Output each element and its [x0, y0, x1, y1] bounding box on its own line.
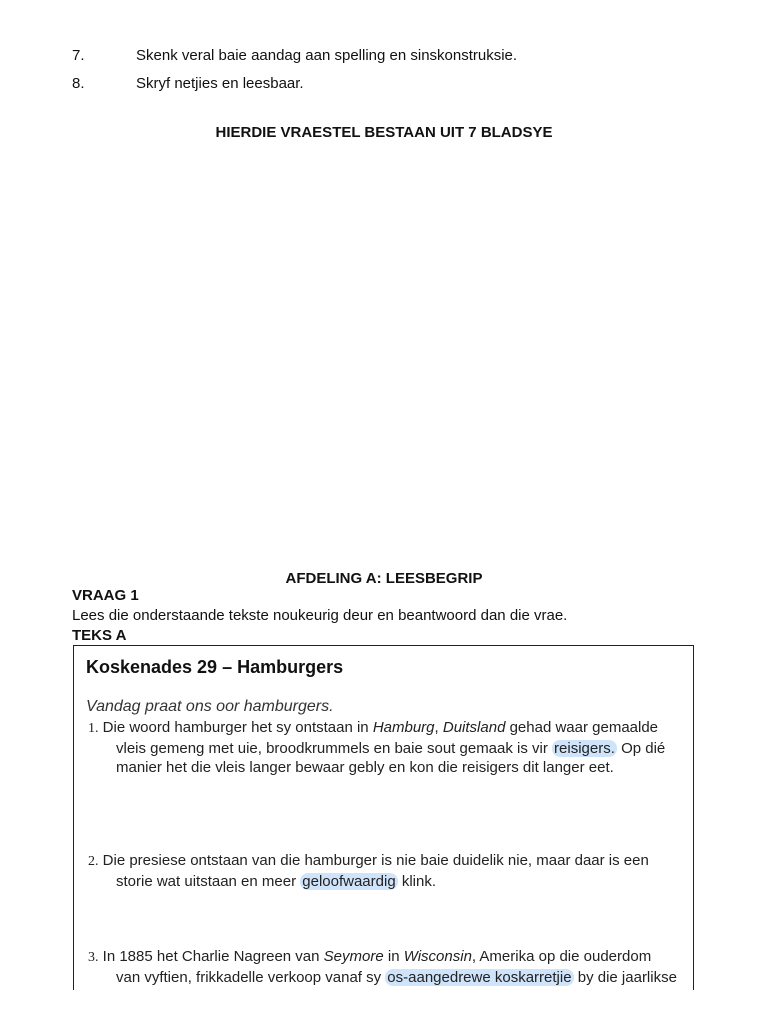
paragraph-number: 1.	[88, 721, 99, 736]
text-run: gehad waar gemaalde	[505, 719, 659, 736]
text-run: vleis gemeng met uie, broodkrummels en baie sout gemaak is vir	[116, 739, 553, 757]
paragraph-line	[88, 718, 688, 739]
article-paragraph	[88, 851, 688, 891]
text-run: in	[383, 948, 404, 965]
instruction-number: 8.	[72, 75, 85, 92]
paragraph-number: 2.	[88, 854, 99, 869]
text-label: TEKS A	[72, 627, 127, 644]
question-instruction: Lees die onderstaande tekste noukeurig deur en beantwoord dan die vrae.	[72, 607, 568, 624]
article-intro: Vandag praat ons oor hamburgers.	[86, 698, 334, 715]
text-run: klink.	[397, 872, 437, 890]
text-run: storie wat uitstaan en meer	[116, 872, 301, 890]
instruction-text: Skryf netjies en leesbaar.	[136, 75, 304, 92]
paragraph-number: 3.	[88, 950, 99, 965]
instruction-number: 7.	[72, 47, 85, 64]
text-run: by die jaarlikse	[573, 968, 677, 986]
text-run: Seymore	[323, 948, 384, 965]
question-label: VRAAG 1	[72, 587, 139, 604]
section-heading: AFDELING A: LEESBEGRIP	[285, 570, 483, 587]
text-run: , Amerika op die ouderdom	[471, 948, 652, 965]
text-run: ,	[434, 719, 443, 736]
text-run: van vyftien, frikkadelle verkoop vanaf sy	[116, 968, 386, 986]
article-box	[73, 645, 694, 990]
paragraph-line	[88, 947, 688, 968]
paper-page-count-note: HIERDIE VRAESTEL BESTAAN UIT 7 BLADSYE	[215, 124, 553, 141]
text-run: Die presiese ontstaan van die hamburger is nie baie duidelik nie, maar daar is een	[98, 852, 649, 869]
text-run: Wisconsin	[403, 948, 472, 965]
highlighted-word[interactable]: os-aangedrewe koskarretjie	[387, 968, 572, 986]
paragraph-line	[88, 851, 688, 872]
article-paragraph	[88, 718, 688, 778]
paragraph-line: manier het die vleis langer bewaar gebly en kon die reisigers dit langer eet.	[116, 759, 614, 776]
highlighted-word[interactable]: geloofwaardig	[302, 872, 396, 890]
text-run: Die woord hamburger het sy ontstaan in	[98, 719, 373, 736]
paragraph-line	[88, 872, 688, 892]
article-title: Koskenades 29 – Hamburgers	[86, 657, 344, 677]
instruction-text: Skenk veral baie aandag aan spelling en sinskonstruksie.	[136, 47, 518, 64]
text-run: In 1885 het Charlie Nagreen van	[98, 948, 324, 965]
highlighted-word[interactable]: reisigers.	[554, 739, 615, 757]
text-run: Hamburg	[372, 719, 435, 736]
text-run: Duitsland	[442, 719, 506, 736]
text-run: Op dié	[616, 739, 666, 757]
paragraph-line	[88, 968, 688, 988]
article-paragraph	[88, 947, 688, 987]
paragraph-line	[88, 739, 688, 759]
